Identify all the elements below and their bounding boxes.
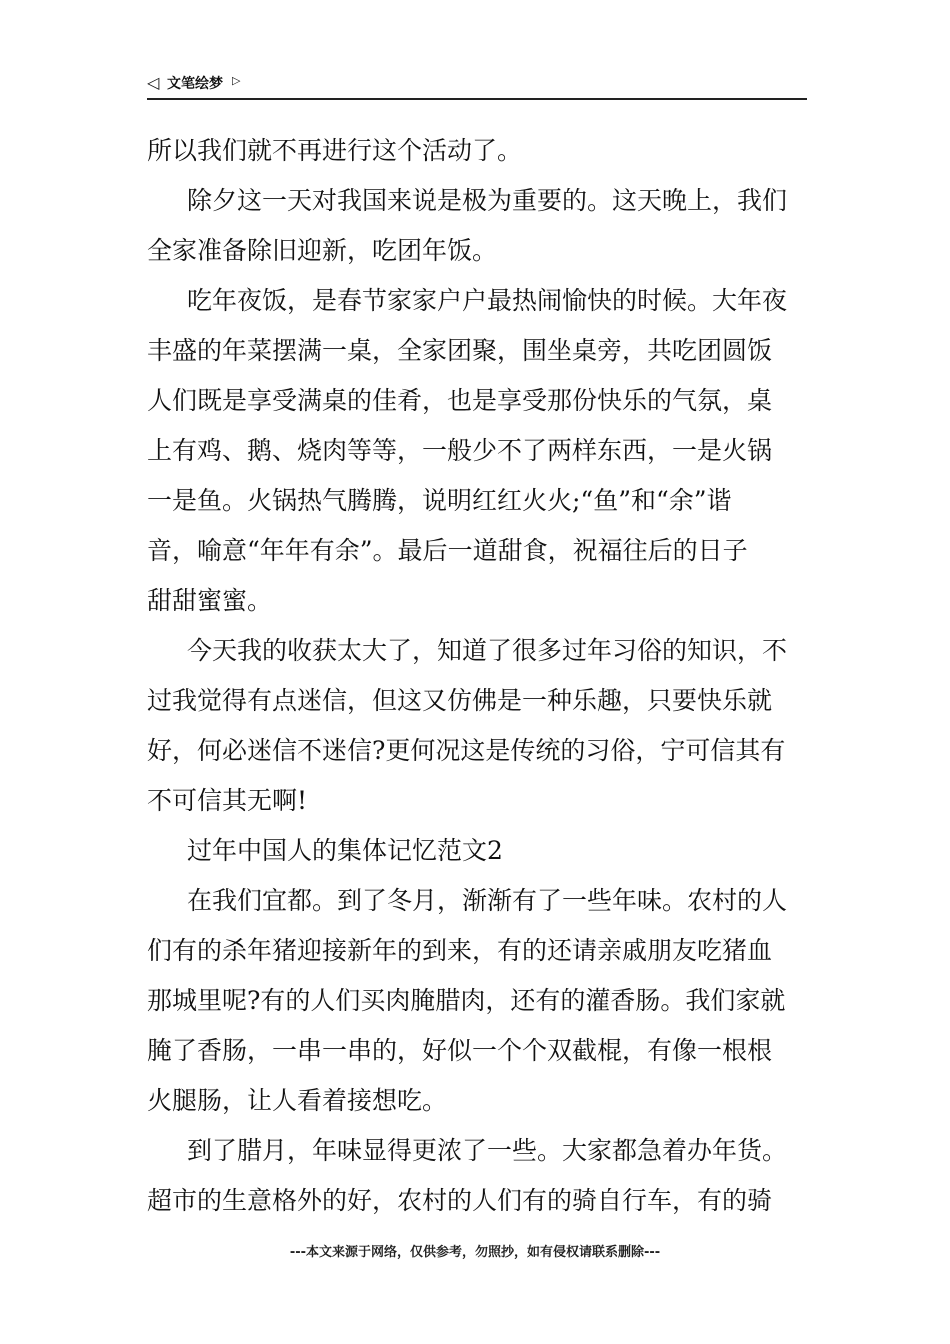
text-line: 丰盛的年菜摆满一桌，全家团聚，围坐桌旁，共吃团圆饭 — [147, 336, 773, 365]
text-line: 一是鱼。火锅热气腾腾，说明红红火火;“鱼”和“余”谐 — [147, 486, 732, 515]
footer-disclaimer: ---本文来源于网络，仅供参考，勿照抄，如有侵权请联系删除--- — [289, 1245, 661, 1260]
text-line: 好，何必迷信不迷信?更何况这是传统的习俗，宁可信其有 — [147, 736, 786, 765]
text-line: 在我们宜都。到了冬月，渐渐有了一些年味。农村的人 — [187, 886, 788, 915]
text-line: 火腿肠，让人看着接想吃。 — [147, 1086, 448, 1115]
section-heading: 过年中国人的集体记忆范文2 — [187, 836, 503, 865]
text-line: 音，喻意“年年有余”。最后一道甜食，祝福往后的日子 — [147, 536, 748, 565]
header-title: 文笔绘梦 — [167, 76, 223, 92]
page-header — [147, 72, 807, 100]
text-line: 全家准备除旧迎新，吃团年饭。 — [147, 236, 498, 265]
text-line: 吃年夜饭，是春节家家户户最热闹愉快的时候。大年夜 — [187, 286, 788, 315]
text-line: 除夕这一天对我国来说是极为重要的。这天晚上，我们 — [187, 186, 788, 215]
text-line: 所以我们就不再进行这个活动了。 — [147, 136, 523, 165]
text-line: 上有鸡、鹅、烧肉等等，一般少不了两样东西，一是火锅 — [147, 436, 773, 465]
left-triangle-icon: ◁ — [147, 73, 160, 92]
text-line: 腌了香肠，一串一串的，好似一个个双截棍，有像一根根 — [147, 1036, 773, 1065]
text-line: 不可信其无啊! — [147, 786, 308, 815]
text-line: 们有的杀年猪迎接新年的到来，有的还请亲戚朋友吃猪血 — [147, 936, 773, 965]
text-line: 人们既是享受满桌的佳肴，也是享受那份快乐的气氛，桌 — [147, 386, 773, 415]
text-line: 过我觉得有点迷信，但这又仿佛是一种乐趣，只要快乐就 — [147, 686, 773, 715]
right-triangle-icon: ▷ — [232, 74, 241, 87]
text-line: 那城里呢?有的人们买肉腌腊肉，还有的灌香肠。我们家就 — [147, 986, 786, 1015]
document-body — [147, 126, 807, 1226]
text-line: 到了腊月，年味显得更浓了一些。大家都急着办年货。 — [187, 1136, 788, 1165]
text-line: 超市的生意格外的好，农村的人们有的骑自行车，有的骑 — [147, 1186, 773, 1215]
text-line: 今天我的收获太大了，知道了很多过年习俗的知识，不 — [187, 636, 788, 665]
text-line: 甜甜蜜蜜。 — [147, 586, 273, 615]
